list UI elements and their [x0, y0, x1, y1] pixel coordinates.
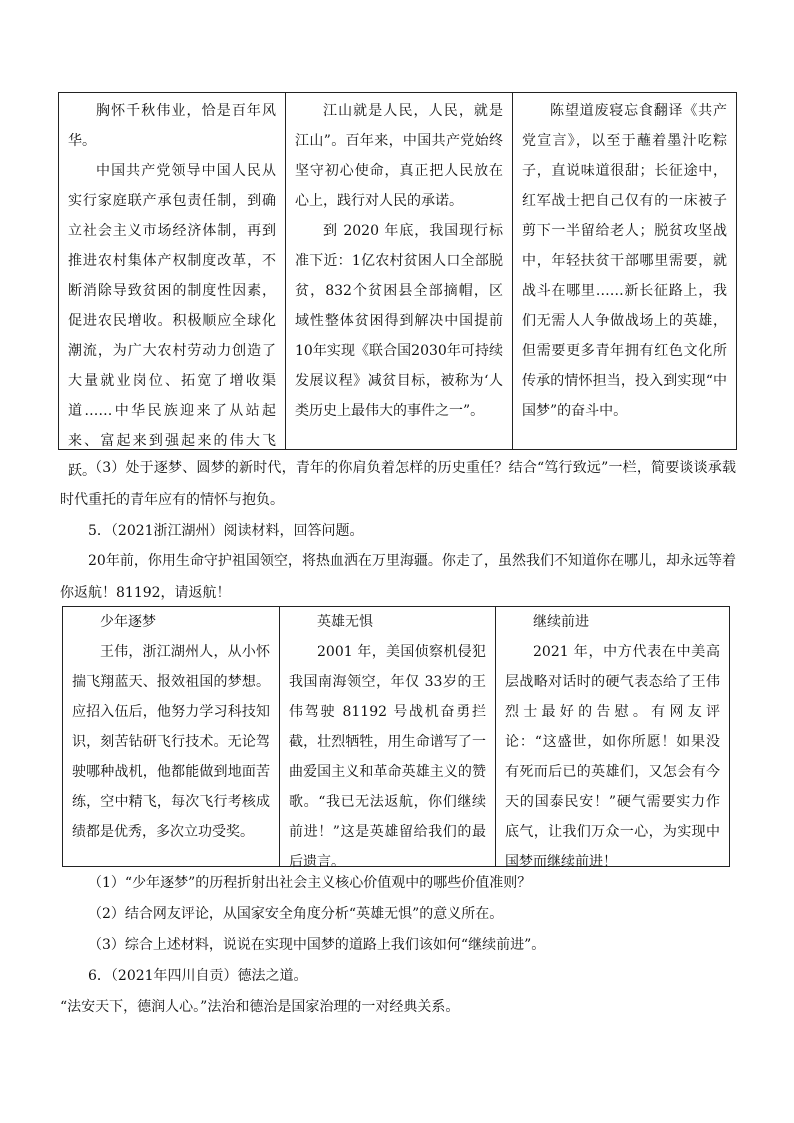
table2-column-3	[495, 607, 729, 870]
table1-col2-para-2: 到 2020 年底，我国现行标准下近：1亿农村贫困人口全部脱贫，832个贫困县全部摘帽，区域性整体贫困得到解决中国提前 10年实现《联合国2030年可持续发展议程》减贫目标，被称为‘人类历史上最伟大的事件之一”。	[295, 223, 503, 419]
question-5-intro: 20年前，你用生命守护祖国领空，将热血洒在万里海疆。你走了，虽然我们不知道你在哪儿，却永远等着你返航！81192，请返航！	[60, 553, 736, 601]
question-5-sub-1: （1）“少年逐梦”的历程折射出社会主义核心价值观中的哪些价值准则？	[88, 875, 532, 891]
table1-column-1	[59, 93, 285, 479]
table2-col1-heading: 少年逐梦	[100, 614, 156, 630]
material-table-1	[58, 92, 737, 479]
table2-column-2	[279, 607, 495, 870]
table2-column-1	[63, 607, 279, 866]
question-6-title: 6．（2021年四川自贡）德法之道。	[88, 968, 308, 984]
question-6-text: “法安天下，德润人心。”法治和德治是国家治理的一对经典关系。	[60, 999, 460, 1015]
table1-col3-para-1: 陈望道废寝忘食翻译《共产党宣言》，以至于蘸着墨汁吃粽子，直说味道很甜；长征途中，红军战士把自己仅有的一床被子剪下一半留给老人；脱贫攻坚战中，年轻扶贫干部哪里需要，就战斗在哪里……新长征路上，我们无需人人争做战场上的英雄，但需要更多青年拥有红色文化所传承的情怀担当，投入到实现“中国梦”的奋斗中。	[522, 103, 727, 419]
material-table-2	[62, 606, 730, 870]
table1-column-3	[512, 93, 736, 449]
question-5-sub-3: （3）综合上述材料，说说在实现中国梦的道路上我们该如何“继续前进”。	[88, 937, 546, 953]
table2-col3-body: 2021 年，中方代表在中美高层战略对话时的硬气表态给了王伟烈士最好的告慰。有网友评论：“这盛世，如你所愿！如果没有死而后已的英雄们，又怎会有今天的国泰民安！”硬气需要实力作底气，让我们万众一心，为实现中国梦而继续前进！	[505, 644, 720, 870]
table2-col3-heading: 继续前进	[533, 614, 589, 630]
table1-col1-para-1: 胸怀千秋伟业，恰是百年风华。	[68, 103, 276, 149]
question-4-3: （3）处于逐梦、圆梦的新时代，青年的你肩负着怎样的历史重任？结合“笃行致远”一栏，简要谈谈承载时代重托的青年应有的情怀与抱负。	[60, 460, 736, 508]
question-5-sub-2: （2）结合网友评论，从国家安全角度分析“英雄无惧”的意义所在。	[88, 906, 504, 922]
table2-col2-body: 2001 年，美国侦察机侵犯我国南海领空，年仅 33岁的王伟驾驶 81192 号战机奋勇拦截，壮烈牺牲，用生命谱写了一曲爱国主义和革命英雄主义的赞歌。“我已无法返航，你们继续前进！”这是英雄留给我们的最后遗言。	[289, 644, 486, 870]
table1-col2-para-1: 江山就是人民，人民，就是江山”。百年来，中国共产党始终坚守初心使命，真正把人民放在心上，践行对人民的承诺。	[295, 103, 503, 209]
question-5-title: 5．（2021浙江湖州）阅读材料，回答问题。	[88, 523, 364, 539]
table1-column-2	[285, 93, 512, 449]
table2-col1-body: 王伟，浙江湖州人，从小怀揣飞翔蓝天、报效祖国的梦想。应招入伍后，他努力学习科技知识，刻苦钻研飞行技术。无论驾驶哪种战机，他都能做到地面苦练，空中精飞，每次飞行考核成绩都是优秀，多次立功受奖。	[72, 644, 270, 840]
table1-col1-para-2: 中国共产党领导中国人民从实行家庭联产承包责任制，到确立社会主义市场经济体制，再到推进农村集体产权制度改革，不断消除导致贫困的制度性因素，促进农民增收。积极顺应全球化潮流，为广大农村劳动力创造了大量就业岗位、拓宽了增收渠道……中华民族迎来了从站起来、富起来到强起来的伟大飞跃。	[68, 163, 276, 479]
table2-col2-heading: 英雄无惧	[317, 614, 373, 630]
